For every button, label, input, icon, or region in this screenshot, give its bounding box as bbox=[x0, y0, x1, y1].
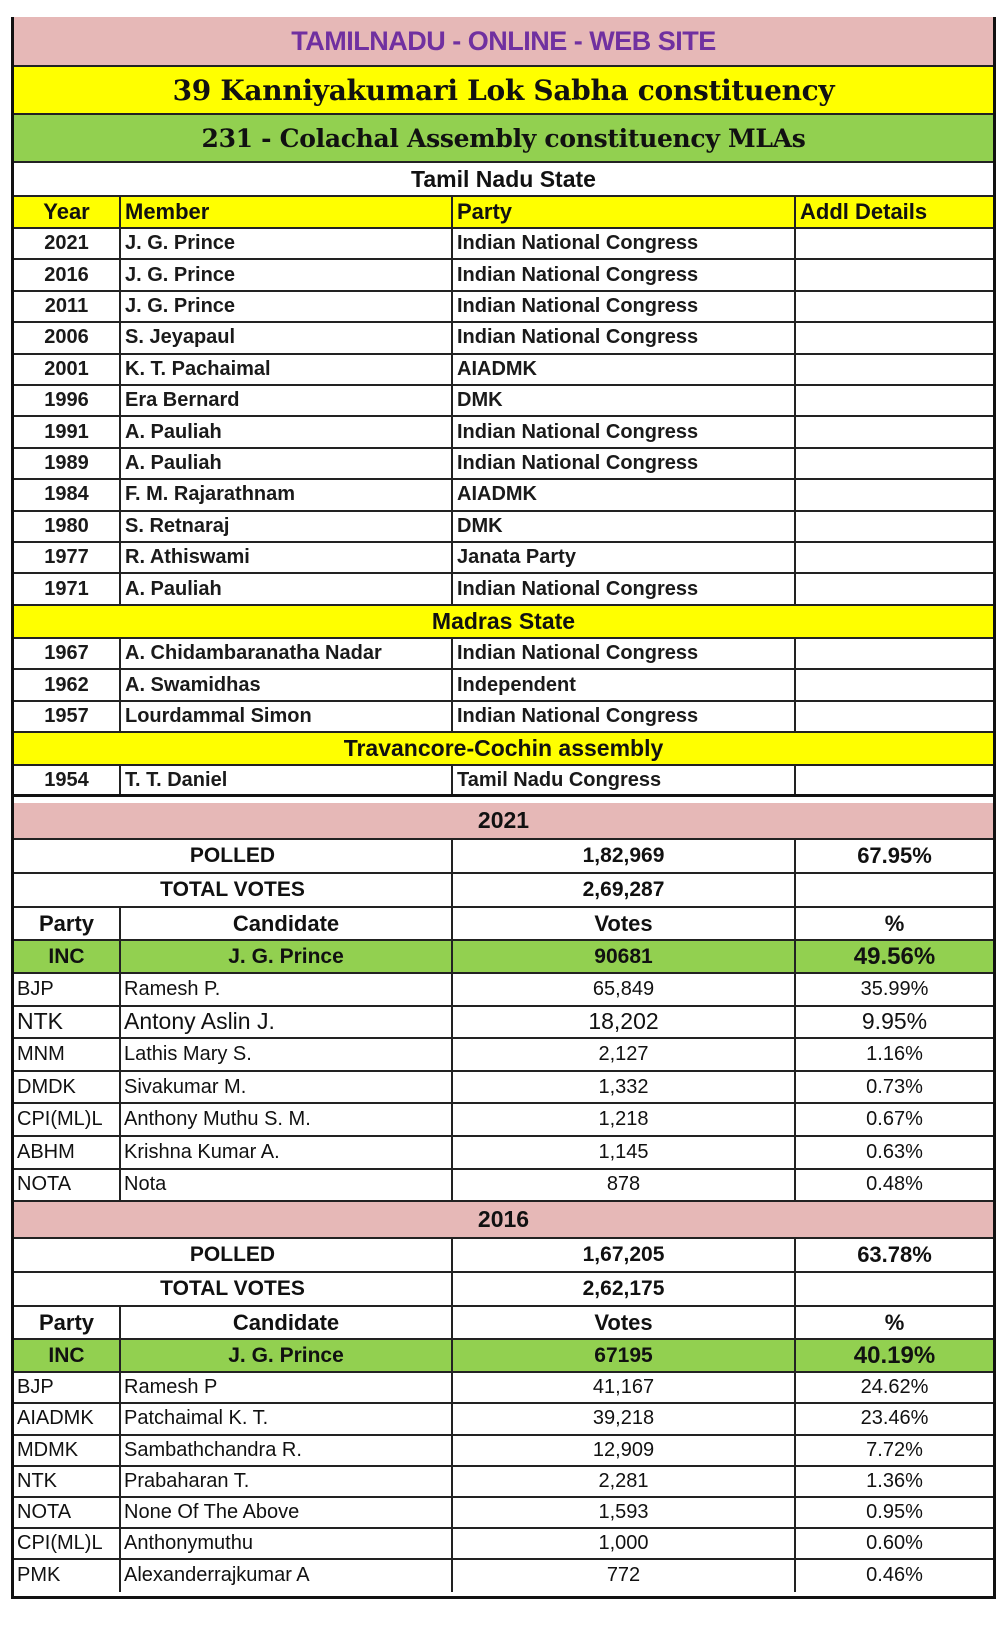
result-candidate: Ramesh P bbox=[121, 1373, 453, 1402]
mla-year: 2006 bbox=[14, 323, 121, 352]
mla-party: DMK bbox=[453, 512, 796, 541]
result-row bbox=[14, 974, 993, 1007]
result-party: PMK bbox=[14, 1560, 121, 1591]
mla-details bbox=[796, 355, 993, 384]
results-column-party: Party bbox=[14, 1307, 121, 1338]
result-percent: 35.99% bbox=[860, 977, 929, 1000]
mla-member: A. Pauliah bbox=[121, 574, 453, 603]
result-candidate: None Of The Above bbox=[121, 1498, 453, 1527]
result-percent: 0.73% bbox=[866, 1075, 923, 1098]
result-row bbox=[14, 1170, 993, 1203]
result-party: CPI(ML)L bbox=[14, 1529, 121, 1558]
total-votes-value: 2,69,287 bbox=[453, 874, 796, 906]
column-header-member: Member bbox=[121, 197, 453, 227]
assembly-row bbox=[14, 115, 993, 163]
result-row bbox=[14, 1039, 993, 1072]
mla-year: 1957 bbox=[14, 702, 121, 732]
results-column-votes: Votes bbox=[453, 1307, 796, 1338]
mla-year: 2001 bbox=[14, 355, 121, 384]
winner-percent: 49.56% bbox=[853, 942, 936, 970]
result-percent: 24.62% bbox=[860, 1376, 929, 1399]
result-candidate: Patchaimal K. T. bbox=[121, 1404, 453, 1433]
polled-row bbox=[14, 840, 993, 874]
lok-sabha-title: 39 Kanniyakumari Lok Sabha constituency bbox=[172, 73, 835, 107]
result-votes: 1,218 bbox=[453, 1104, 796, 1135]
mla-party: Indian National Congress bbox=[453, 229, 796, 258]
mla-year: 2016 bbox=[14, 260, 121, 289]
results-year: 2016 bbox=[477, 1206, 530, 1233]
mla-member: A. Pauliah bbox=[121, 449, 453, 478]
result-percent: 0.67% bbox=[866, 1108, 923, 1131]
polled-percent: 63.78% bbox=[857, 1242, 932, 1268]
mla-party: DMK bbox=[453, 386, 796, 415]
result-percent: 0.60% bbox=[866, 1532, 923, 1555]
mla-party: Indian National Congress bbox=[453, 449, 796, 478]
mla-year: 2021 bbox=[14, 229, 121, 258]
mla-details bbox=[796, 543, 993, 572]
mla-member: T. T. Daniel bbox=[121, 766, 453, 794]
mla-member: Lourdammal Simon bbox=[121, 702, 453, 732]
mla-member: A. Chidambaranatha Nadar bbox=[121, 639, 453, 669]
column-header-party: Party bbox=[453, 197, 796, 227]
mla-row bbox=[14, 702, 993, 734]
result-percent: 0.48% bbox=[866, 1173, 923, 1196]
result-party: AIADMK bbox=[14, 1404, 121, 1433]
constituency-table bbox=[11, 17, 996, 1599]
result-row bbox=[14, 1436, 993, 1467]
column-header-details: Addl Details bbox=[800, 199, 928, 224]
result-party: NTK bbox=[14, 1467, 121, 1496]
total-votes-value: 2,62,175 bbox=[453, 1273, 796, 1305]
result-votes: 2,281 bbox=[453, 1467, 796, 1496]
winner-candidate: J. G. Prince bbox=[121, 941, 453, 972]
mla-row bbox=[14, 639, 993, 671]
mla-details bbox=[796, 323, 993, 352]
site-title: TAMILNADU - ONLINE - WEB SITE bbox=[291, 25, 716, 56]
total-votes-row bbox=[14, 1273, 993, 1307]
mla-details bbox=[796, 386, 993, 415]
mla-party: Independent bbox=[453, 670, 796, 700]
mla-year: 1984 bbox=[14, 480, 121, 509]
result-percent: 0.63% bbox=[866, 1140, 923, 1163]
mla-row bbox=[14, 229, 993, 260]
result-row bbox=[14, 1007, 993, 1040]
result-votes: 65,849 bbox=[453, 974, 796, 1005]
mla-details bbox=[796, 449, 993, 478]
result-party: BJP bbox=[14, 974, 121, 1005]
result-votes: 878 bbox=[453, 1170, 796, 1201]
mla-member: S. Retnaraj bbox=[121, 512, 453, 541]
result-votes: 2,127 bbox=[453, 1039, 796, 1070]
result-candidate: Sambathchandra R. bbox=[121, 1436, 453, 1465]
mla-party: Indian National Congress bbox=[453, 574, 796, 603]
mla-member: R. Athiswami bbox=[121, 543, 453, 572]
result-percent: 0.46% bbox=[866, 1564, 923, 1587]
mla-member: J. G. Prince bbox=[121, 260, 453, 289]
result-party: MDMK bbox=[14, 1436, 121, 1465]
result-party: NOTA bbox=[14, 1170, 121, 1201]
mla-details bbox=[796, 292, 993, 321]
mla-row bbox=[14, 417, 993, 448]
result-row bbox=[14, 1373, 993, 1404]
total-votes-row bbox=[14, 874, 993, 908]
mla-year: 1967 bbox=[14, 639, 121, 669]
mla-year: 1962 bbox=[14, 670, 121, 700]
mla-details bbox=[796, 229, 993, 258]
mla-details bbox=[796, 260, 993, 289]
result-candidate: Anthony Muthu S. M. bbox=[121, 1104, 453, 1135]
mla-year: 1977 bbox=[14, 543, 121, 572]
result-votes: 1,000 bbox=[453, 1529, 796, 1558]
mla-party: AIADMK bbox=[453, 355, 796, 384]
result-candidate: Antony Aslin J. bbox=[121, 1007, 453, 1038]
result-row bbox=[14, 1498, 993, 1529]
mla-party: Janata Party bbox=[453, 543, 796, 572]
result-candidate: Ramesh P. bbox=[121, 974, 453, 1005]
result-party: DMDK bbox=[14, 1072, 121, 1103]
result-percent: 7.72% bbox=[866, 1438, 923, 1461]
result-percent: 0.95% bbox=[866, 1501, 923, 1524]
result-candidate: Alexanderrajkumar A bbox=[121, 1560, 453, 1591]
mla-year: 1954 bbox=[14, 766, 121, 794]
results-year: 2021 bbox=[477, 807, 530, 833]
result-votes: 772 bbox=[453, 1560, 796, 1591]
result-candidate: Nota bbox=[121, 1170, 453, 1201]
mla-party: Tamil Nadu Congress bbox=[453, 766, 796, 794]
polled-percent: 67.95% bbox=[857, 843, 932, 868]
mla-row bbox=[14, 355, 993, 386]
result-party: ABHM bbox=[14, 1137, 121, 1168]
result-votes: 1,593 bbox=[453, 1498, 796, 1527]
mla-year: 1971 bbox=[14, 574, 121, 603]
mla-details bbox=[796, 670, 993, 700]
winner-percent: 40.19% bbox=[853, 1341, 936, 1369]
assembly-title: 231 - Colachal Assembly constituency MLAs bbox=[201, 123, 806, 153]
winner-party: INC bbox=[14, 1340, 121, 1371]
mla-member: J. G. Prince bbox=[121, 229, 453, 258]
mla-row bbox=[14, 512, 993, 543]
mla-details bbox=[796, 702, 993, 732]
result-row bbox=[14, 1072, 993, 1105]
mla-row bbox=[14, 574, 993, 605]
result-party: MNM bbox=[14, 1039, 121, 1070]
result-votes: 18,202 bbox=[453, 1007, 796, 1038]
result-candidate: Prabaharan T. bbox=[121, 1467, 453, 1496]
mla-details bbox=[796, 480, 993, 509]
result-row bbox=[14, 1404, 993, 1435]
results-year-row bbox=[14, 1202, 993, 1239]
results-column-candidate: Candidate bbox=[121, 908, 453, 939]
winner-row bbox=[14, 1340, 993, 1373]
mla-details bbox=[796, 417, 993, 446]
mla-details bbox=[796, 766, 993, 794]
mla-party: Indian National Congress bbox=[453, 702, 796, 732]
total-votes-blank bbox=[796, 1273, 993, 1305]
mla-row bbox=[14, 543, 993, 574]
mla-party: Indian National Congress bbox=[453, 417, 796, 446]
section-madras-state: Madras State bbox=[431, 607, 576, 634]
winner-party: INC bbox=[14, 941, 121, 972]
mla-row bbox=[14, 766, 993, 797]
section-tamil-nadu-state: Tamil Nadu State bbox=[411, 165, 596, 192]
mla-member: K. T. Pachaimal bbox=[121, 355, 453, 384]
mla-row bbox=[14, 480, 993, 511]
result-candidate: Sivakumar M. bbox=[121, 1072, 453, 1103]
site-title-row bbox=[14, 17, 993, 67]
results-column-votes: Votes bbox=[453, 908, 796, 939]
result-percent: 1.16% bbox=[866, 1042, 923, 1065]
mla-row bbox=[14, 670, 993, 702]
result-row bbox=[14, 1529, 993, 1560]
result-votes: 39,218 bbox=[453, 1404, 796, 1433]
result-row bbox=[14, 1560, 993, 1591]
result-party: NOTA bbox=[14, 1498, 121, 1527]
winner-candidate: J. G. Prince bbox=[121, 1340, 453, 1371]
mla-member: J. G. Prince bbox=[121, 292, 453, 321]
result-candidate: Lathis Mary S. bbox=[121, 1039, 453, 1070]
result-row bbox=[14, 1467, 993, 1498]
polled-value: 1,82,969 bbox=[453, 840, 796, 872]
total-votes-label: TOTAL VOTES bbox=[14, 874, 453, 906]
column-header-year: Year bbox=[14, 197, 121, 227]
total-votes-blank bbox=[796, 874, 993, 906]
polled-label: POLLED bbox=[14, 1239, 453, 1271]
result-candidate: Krishna Kumar A. bbox=[121, 1137, 453, 1168]
mla-party: AIADMK bbox=[453, 480, 796, 509]
results-column-percent: % bbox=[884, 910, 905, 936]
result-percent: 1.36% bbox=[866, 1469, 923, 1492]
mla-year: 2011 bbox=[14, 292, 121, 321]
mla-member: A. Swamidhas bbox=[121, 670, 453, 700]
mla-member: A. Pauliah bbox=[121, 417, 453, 446]
result-party: NTK bbox=[14, 1007, 121, 1038]
mla-row bbox=[14, 260, 993, 291]
results-column-candidate: Candidate bbox=[121, 1307, 453, 1338]
mla-details bbox=[796, 574, 993, 603]
mla-details bbox=[796, 512, 993, 541]
mla-year: 1996 bbox=[14, 386, 121, 415]
result-votes: 12,909 bbox=[453, 1436, 796, 1465]
mla-party: Indian National Congress bbox=[453, 260, 796, 289]
results-column-percent: % bbox=[884, 1309, 905, 1335]
results-year-row bbox=[14, 803, 993, 840]
madras-section-row bbox=[14, 606, 993, 639]
mla-year: 1991 bbox=[14, 417, 121, 446]
section-travancore-cochin: Travancore-Cochin assembly bbox=[343, 735, 664, 762]
travancore-section-row bbox=[14, 733, 993, 766]
mla-member: S. Jeyapaul bbox=[121, 323, 453, 352]
mla-member: F. M. Rajarathnam bbox=[121, 480, 453, 509]
mla-row bbox=[14, 292, 993, 323]
result-row bbox=[14, 1137, 993, 1170]
mla-row bbox=[14, 323, 993, 354]
result-candidate: Anthonymuthu bbox=[121, 1529, 453, 1558]
mla-year: 1989 bbox=[14, 449, 121, 478]
result-percent: 9.95% bbox=[861, 1008, 928, 1035]
polled-value: 1,67,205 bbox=[453, 1239, 796, 1271]
result-votes: 1,145 bbox=[453, 1137, 796, 1168]
mla-header-row bbox=[14, 197, 993, 229]
mla-party: Indian National Congress bbox=[453, 639, 796, 669]
result-party: BJP bbox=[14, 1373, 121, 1402]
winner-votes: 67195 bbox=[453, 1340, 796, 1371]
winner-row bbox=[14, 941, 993, 974]
polled-label: POLLED bbox=[14, 840, 453, 872]
mla-year: 1980 bbox=[14, 512, 121, 541]
result-votes: 1,332 bbox=[453, 1072, 796, 1103]
state-section-row bbox=[14, 163, 993, 197]
mla-row bbox=[14, 386, 993, 417]
mla-party: Indian National Congress bbox=[453, 323, 796, 352]
result-party: CPI(ML)L bbox=[14, 1104, 121, 1135]
polled-row bbox=[14, 1239, 993, 1273]
mla-party: Indian National Congress bbox=[453, 292, 796, 321]
mla-row bbox=[14, 449, 993, 480]
result-votes: 41,167 bbox=[453, 1373, 796, 1402]
total-votes-label: TOTAL VOTES bbox=[14, 1273, 453, 1305]
lok-sabha-row bbox=[14, 67, 993, 115]
result-row bbox=[14, 1104, 993, 1137]
mla-details bbox=[796, 639, 993, 669]
results-column-party: Party bbox=[14, 908, 121, 939]
results-header-row bbox=[14, 1307, 993, 1340]
mla-member: Era Bernard bbox=[121, 386, 453, 415]
winner-votes: 90681 bbox=[453, 941, 796, 972]
results-header-row bbox=[14, 908, 993, 941]
result-percent: 23.46% bbox=[860, 1407, 929, 1430]
